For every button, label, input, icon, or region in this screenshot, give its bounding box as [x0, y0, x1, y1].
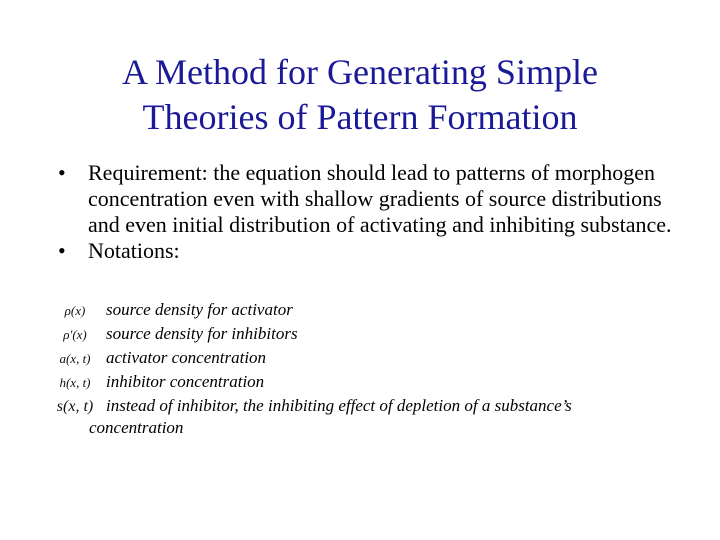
notation-symbol: h(x, t) — [59, 375, 91, 390]
bullet-marker: • — [58, 160, 66, 185]
notation-description: source density for activator — [106, 300, 293, 319]
notation-description: activator concentration — [106, 348, 267, 367]
notation-list — [44, 298, 704, 440]
requirement-text: Requirement: the equation should lead to patterns of morphogen concentration even with shallow gradients of source distributions and even initial distribution of activating and inhibiting substance. — [88, 160, 672, 237]
notation-symbol: a(x, t) — [59, 351, 91, 366]
notation-symbol: s(x, t) — [56, 398, 94, 415]
bullet-list — [56, 160, 686, 264]
notation-row — [44, 298, 704, 322]
bullet-item-requirement — [56, 160, 686, 238]
bullet-item-notations — [56, 238, 686, 264]
notation-description: inhibitor concentration — [106, 372, 265, 391]
notation-description: source density for inhibitors — [106, 324, 298, 343]
title-line-2: Theories of Pattern Formation — [142, 97, 578, 137]
notation-row — [44, 394, 704, 418]
notation-row — [44, 370, 704, 394]
notation-symbol: ρ′(x) — [63, 327, 87, 342]
bullet-marker: • — [58, 238, 66, 263]
notation-row — [44, 322, 704, 346]
notation-row — [44, 346, 704, 370]
notation-symbol: ρ(x) — [64, 303, 86, 318]
notation-description-continuation: concentration — [89, 418, 184, 437]
notation-description: instead of inhibitor, the inhibiting effect of depletion of a substance’s — [106, 396, 572, 415]
notations-heading: Notations: — [88, 238, 180, 263]
slide-title — [40, 50, 680, 140]
title-line-1: A Method for Generating Simple — [122, 52, 598, 92]
